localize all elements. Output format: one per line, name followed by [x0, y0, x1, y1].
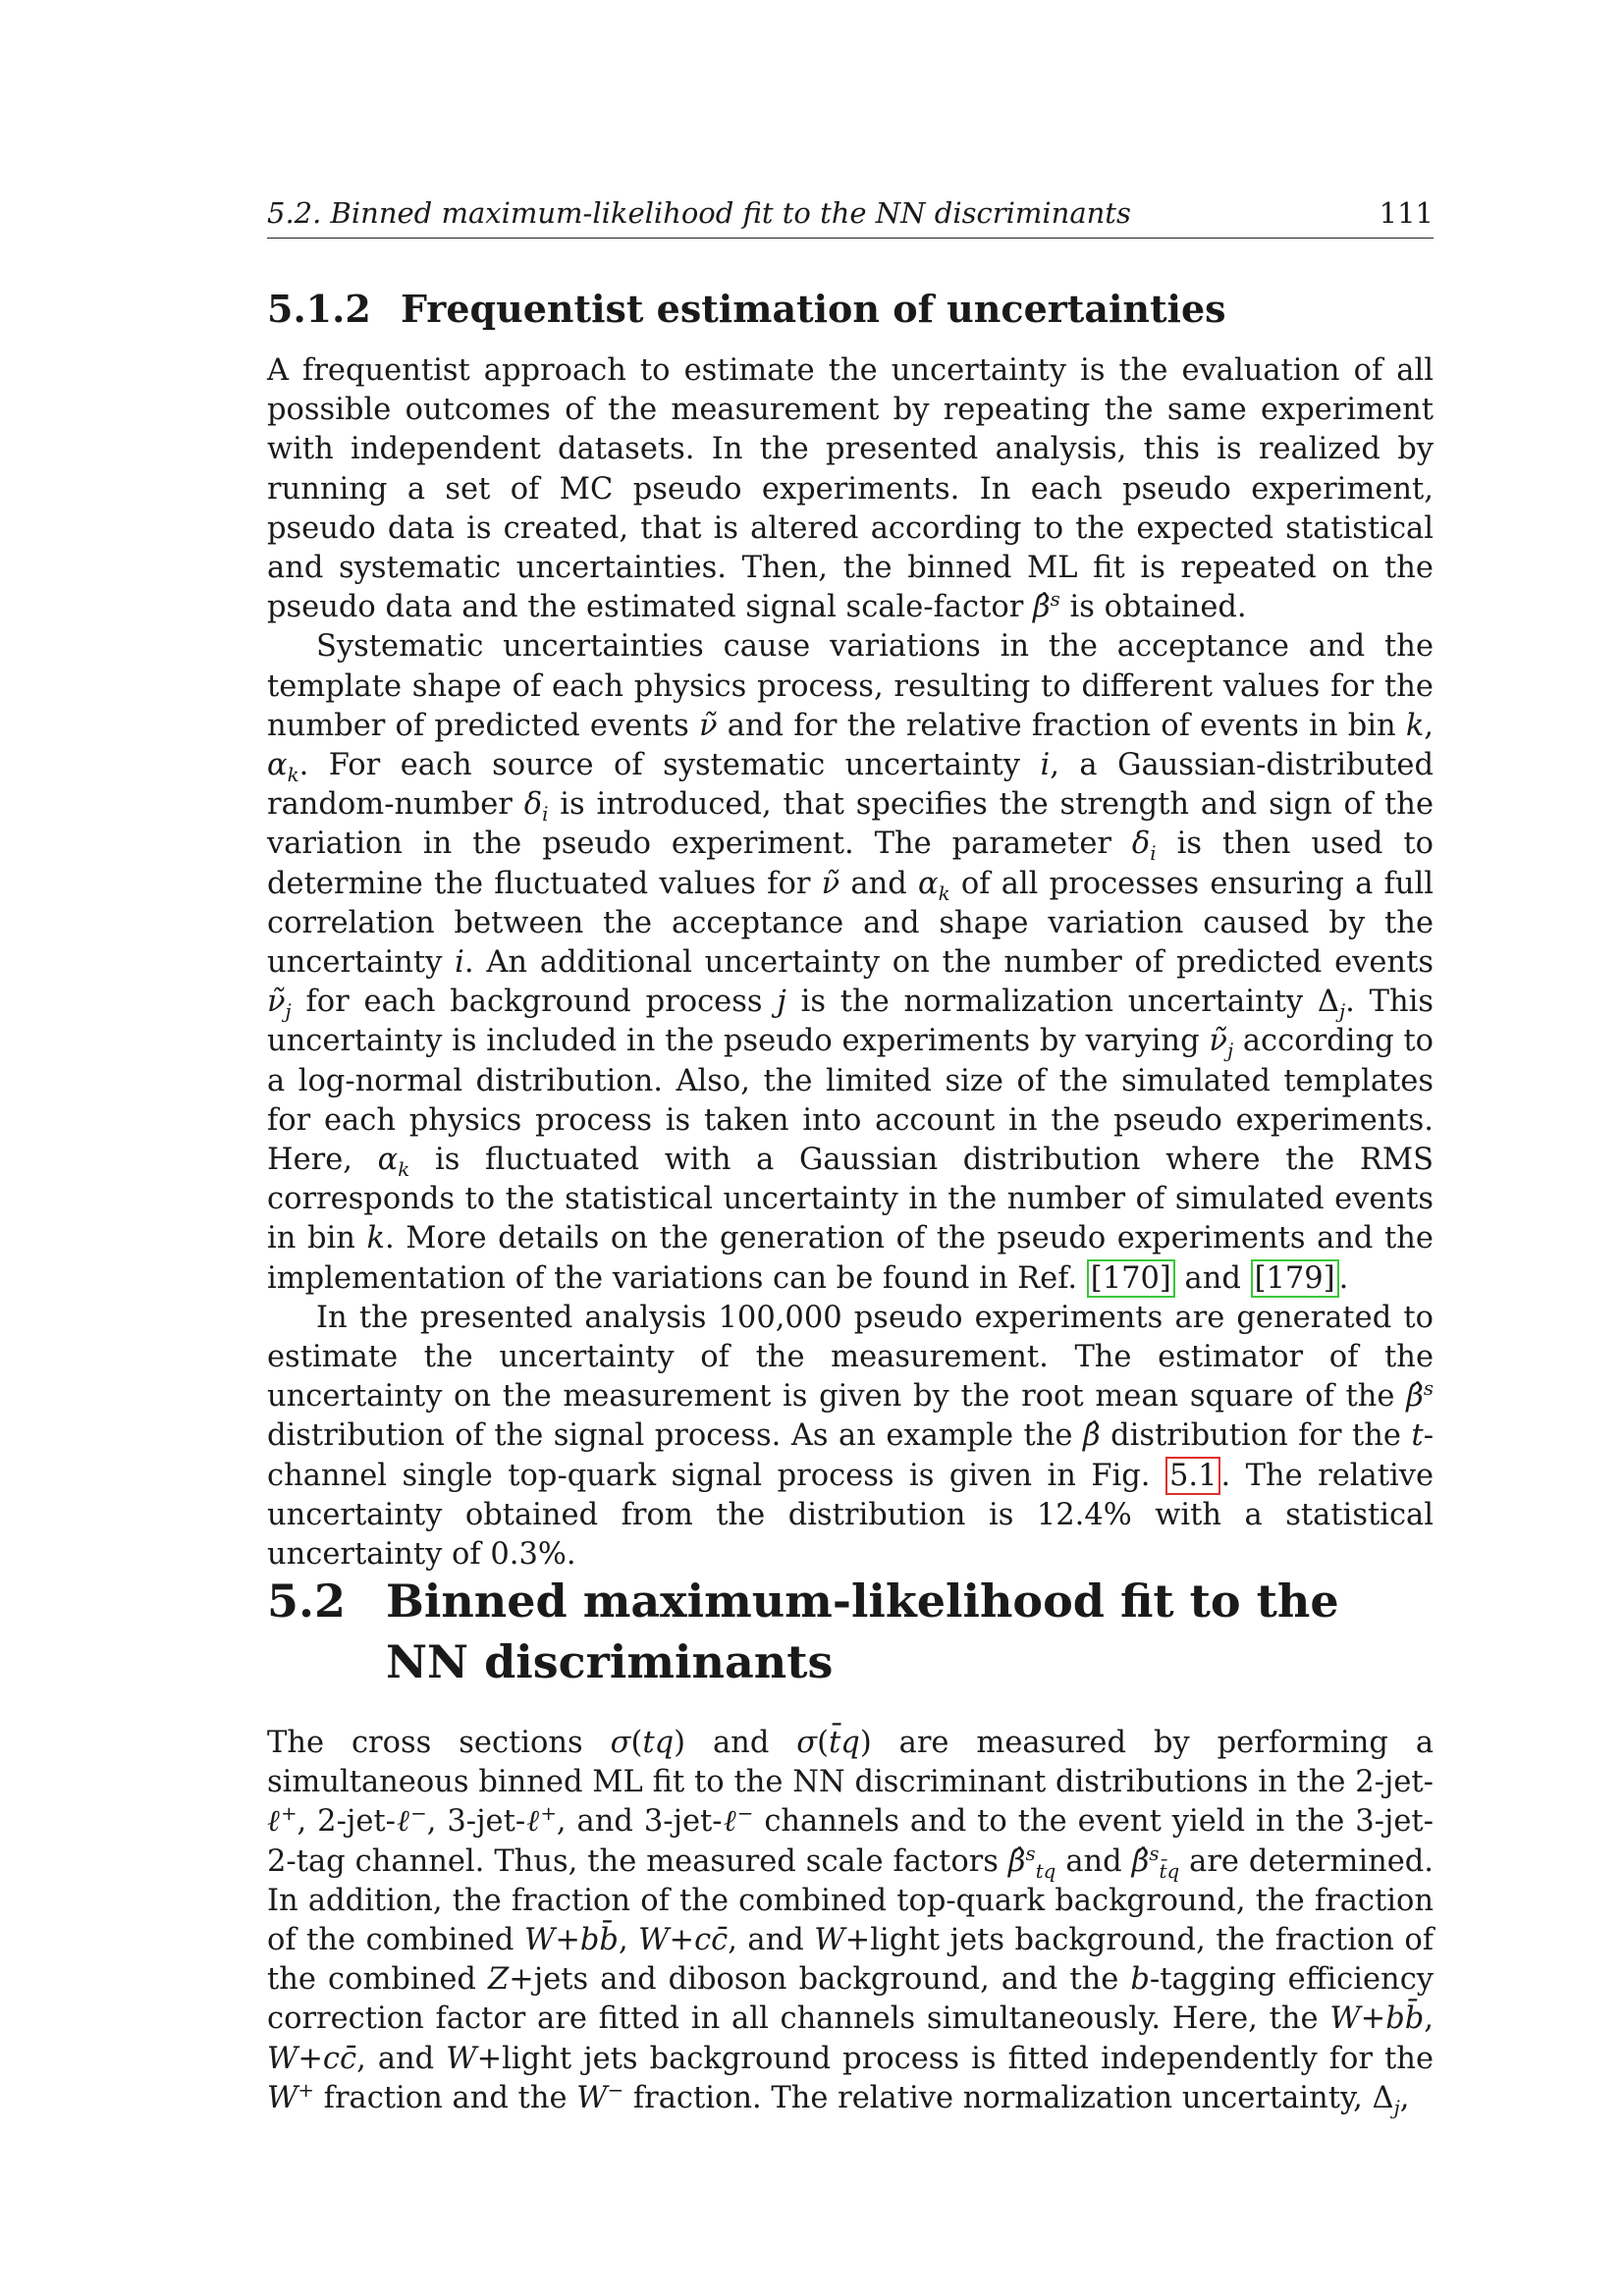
citation-link[interactable]: [179] [1251, 1259, 1339, 1298]
section-number: 5.2 [267, 1575, 347, 1628]
paragraph: The cross sections σ(tq) and σ(t̄q) are measured by performing a simultaneous binned ML fit to the NN discriminant distributions in the 2-jet-ℓ+, 2-jet-ℓ−, 3-jet-ℓ+, and 3-jet-ℓ− channels and to the event yield in the 3-jet-2-tag channel. Thus, the measured scale factors β̂$^s_{tq}$ and β̂$^s_{t̄q}$ are determined. In addition, the fraction of the combined top-quark background, the fraction of the combined W+bb̄, W+cc̄, and W+light jets background, the fraction of the combined Z+jets and diboson background, and the b-tagging efficiency correction factor are fitted in all channels simultaneously. Here, the W+bb̄, W+cc̄, and W+light jets background process is fitted independently for the W+ fraction and the W− fraction. The relative normalization uncertainty, $\Delta_j$, [267, 1726, 1435, 2119]
page-number: 111 [1379, 196, 1434, 230]
body-text-section [267, 1724, 1434, 2118]
paragraph: Systematic uncertainties cause variations in the acceptance and the template shape of each physics process, resulting to different values for the number of predicted events ν̃ and for the relative fraction of events in bin k, $\alpha_k$. For each source of systematic uncertainty i, a Gaussian-distributed random-number $\delta_i$ is introduced, that specifies the strength and sign of the variation in the pseudo experiment. The parameter $\delta_i$ is then used to determine the fluctuated values for ν̃ and $\alpha_k$ of all processes ensuring a full correlation between the acceptance and shape variation caused by the uncertainty i. An additional uncertainty on the number of predicted events $\nũ_j$ for each background process j is the normalization uncertainty $\Delta_j$. This uncertainty is included in the pseudo experiments by varying $\nũ_j$ according to a log-normal distribution. Also, the limited size of the simulated templates for each physics process is taken into account in the pseudo experiments. Here, $\alpha_k$ is fluctuated with a Gaussian distribution where the RMS corresponds to the statistical uncertainty in the number of simulated events in bin k. More details on the generation of the pseudo experiments and the implementation of the variations can be found in Ref. [170] and [179] . [267, 629, 1435, 1296]
body-text-subsection [267, 351, 1434, 1575]
running-title: 5.2. Binned maximum-likelihood fit to the NN discriminants [267, 196, 1131, 230]
section-title: Binned maximum-likelihood fit to the NN discriminants [386, 1575, 1339, 1688]
section-heading [267, 1571, 1434, 1692]
citation-link[interactable]: [170] [1087, 1259, 1175, 1298]
subsection-title: Frequentist estimation of uncertainties [401, 287, 1226, 331]
figure-link[interactable]: 5.1 [1165, 1457, 1221, 1495]
paragraph: A frequentist approach to estimate the uncertainty is the evaluation of all possible outcomes of the measurement by repeating the same experiment with independent datasets. In the presented analysis, this is realized by running a set of MC pseudo experiments. In each pseudo experiment, pseudo data is created, that is altered according to the expected statistical and systematic uncertainties. Then, the binned ML fit is repeated on the pseudo data and the estimated signal scale-factor β̂$^s$ is obtained. [267, 353, 1434, 625]
running-header [267, 196, 1434, 239]
subsection-heading [267, 287, 1226, 331]
paragraph: In the presented analysis 100,000 pseudo experiments are generated to estimate the uncertainty of the measurement. The estimator of the uncertainty on the measurement is given by the root mean square of the β̂$^s$ distribution of the signal process. As an example the β̂ distribution for the t-channel single top-quark signal process is given in Fig. 5.1 . The relative uncertainty obtained from the distribution is 12.4% with a statistical uncertainty of 0.3%. [267, 1300, 1434, 1573]
subsection-number: 5.1.2 [267, 287, 371, 331]
